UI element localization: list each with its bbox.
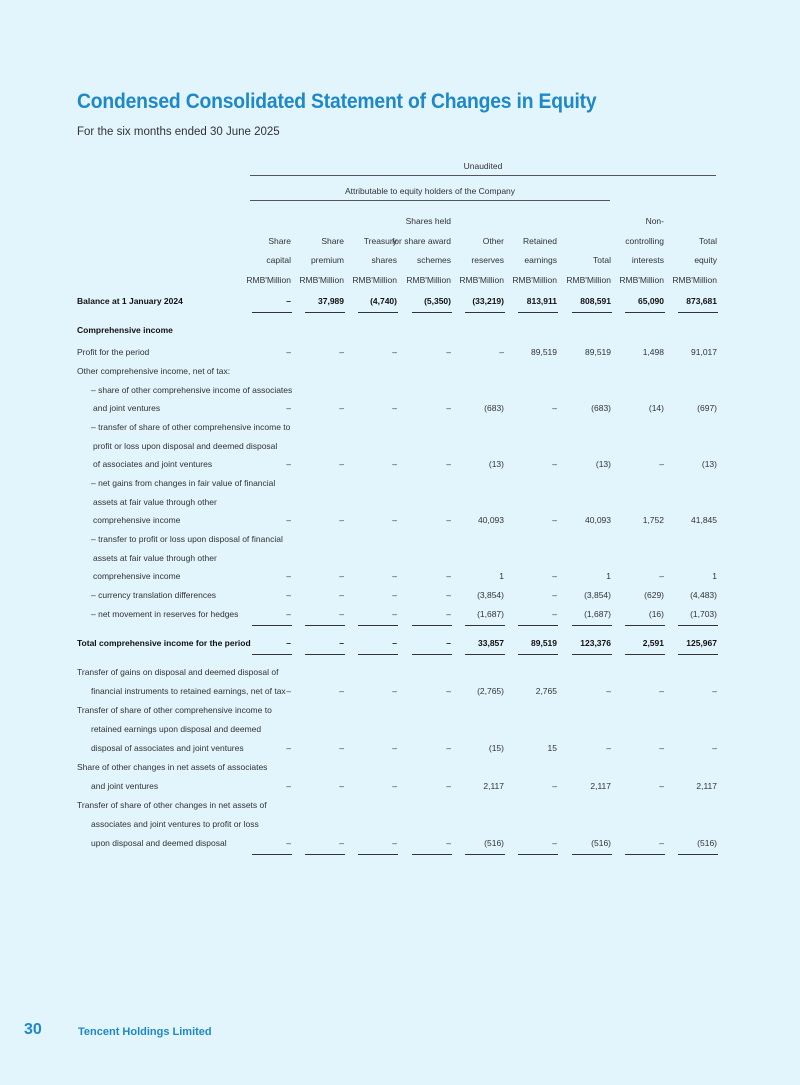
column-underline [518,312,558,313]
row-label: Other comprehensive income, net of tax: [77,366,231,376]
column-header-line: shares [371,255,397,265]
table-row [0,381,800,399]
row-label: assets at fair value through other [93,553,217,563]
column-underline [625,654,665,655]
column-underline [625,312,665,313]
table-row [0,437,800,455]
table-cell: 2,117 [590,781,611,791]
column-header-line: RMB'Million [672,274,717,285]
table-cell: – [339,743,344,753]
table-cell: – [446,838,451,848]
column-underline [678,654,718,655]
page-subtitle: For the six months ended 30 June 2025 [77,126,280,138]
row-label: Transfer of gains on disposal and deemed disposal of [77,667,279,677]
table-cell: – [286,571,291,581]
table-cell: 91,017 [691,347,717,357]
table-cell: – [659,743,664,753]
column-header-line: Other [482,235,504,246]
column-underline [358,854,398,855]
column-underline [252,625,292,626]
page-number: 30 [24,1021,42,1038]
column-header-line: Non- [645,216,664,226]
table-cell: – [339,459,344,469]
table-cell: – [286,296,291,306]
table-cell: (1,687) [477,609,504,619]
table-cell: – [552,403,557,413]
table-row [0,362,800,380]
table-cell: 1 [606,571,611,581]
column-header-line: Shares held [405,216,451,226]
table-cell: (629) [644,590,664,600]
table-cell: – [659,459,664,469]
row-label: Transfer of share of other changes in net assets of [77,800,267,810]
row-label: comprehensive income [93,515,181,525]
table-cell: – [392,590,397,600]
table-row [0,530,800,548]
table-cell: 37,989 [318,296,344,306]
column-header-line: RMB'Million [246,274,291,285]
column-header-line: reserves [471,255,504,265]
table-cell: – [446,459,451,469]
table-cell: (15) [488,743,504,753]
table-cell: – [446,515,451,525]
table-cell: 41,845 [691,515,717,525]
column-underline [412,854,452,855]
table-cell: – [392,781,397,791]
table-cell: 1 [712,571,717,581]
table-cell: (516) [484,838,504,848]
row-label: disposal of associates and joint ventures [91,743,244,753]
table-cell: 2,117 [696,781,717,791]
table-row [0,567,800,585]
column-underline [305,625,345,626]
table-cell: – [286,590,291,600]
table-cell: 125,967 [686,638,717,648]
table-row [0,586,800,604]
row-label: Profit for the period [77,347,150,357]
row-label: Total comprehensive income for the period [77,638,251,648]
company-name: Tencent Holdings Limited [78,1026,212,1038]
column-header-line: premium [310,255,344,265]
column-underline [572,625,612,626]
header-unaudited-rule [250,175,716,176]
column-underline [465,312,505,313]
table-cell: – [392,743,397,753]
table-cell: 40,093 [478,515,504,525]
row-label: Transfer of share of other comprehensive income to [77,705,272,715]
table-cell: (1,703) [690,609,717,619]
table-cell: – [446,403,451,413]
row-label: – net movement in reserves for hedges [91,609,239,619]
row-label: – transfer of share of other comprehensive income to [91,422,291,432]
table-cell: – [712,743,717,753]
table-cell: (4,483) [690,590,717,600]
table-cell: 1 [499,571,504,581]
table-cell: (13) [701,459,717,469]
column-header-line: RMB'Million [352,274,397,285]
row-label: and joint ventures [91,781,159,791]
table-cell: – [286,347,291,357]
table-cell: – [446,638,451,648]
table-cell: – [339,781,344,791]
table-cell: 1,498 [642,347,664,357]
column-underline [518,654,558,655]
table-cell: – [286,515,291,525]
table-cell: 89,519 [585,347,611,357]
row-label: financial instruments to retained earnings, net of tax [91,686,286,696]
table-cell: (683) [484,403,504,413]
table-cell: (13) [488,459,504,469]
column-header-line: RMB'Million [512,274,557,285]
table-cell: – [552,590,557,600]
column-underline [518,854,558,855]
column-underline [412,625,452,626]
column-underline [572,854,612,855]
column-underline [465,625,505,626]
table-cell: – [286,459,291,469]
table-cell: – [446,609,451,619]
table-cell: – [552,515,557,525]
table-cell: – [392,347,397,357]
table-cell: (2,765) [477,686,504,696]
table-row [0,834,800,852]
table-row [0,549,800,567]
table-cell: 33,857 [478,638,504,648]
table-row [0,739,800,757]
table-cell: (16) [648,609,664,619]
table-cell: – [339,515,344,525]
table-cell: – [659,686,664,696]
table-cell: – [286,838,291,848]
table-cell: – [392,609,397,619]
row-label: associates and joint ventures to profit or loss [91,819,259,829]
row-label: profit or loss upon disposal and deemed disposal [93,441,278,451]
row-label: – transfer to profit or loss upon disposal of financial [91,534,283,544]
row-label: – currency translation differences [91,590,217,600]
table-cell: – [286,781,291,791]
row-label: of associates and joint ventures [93,459,213,469]
column-underline [305,654,345,655]
row-label: retained earnings upon disposal and deemed [91,724,262,734]
table-row [0,720,800,738]
table-cell: 873,681 [686,296,717,306]
table-row [0,418,800,436]
column-underline [412,654,452,655]
table-cell: – [446,686,451,696]
table-cell: – [392,638,397,648]
column-header-line: Total [593,255,611,265]
table-cell: 2,117 [483,781,504,791]
table-cell: – [286,686,291,696]
table-cell: 89,519 [531,638,557,648]
table-cell: (33,219) [472,296,504,306]
table-cell: – [659,781,664,791]
table-row [0,701,800,719]
row-label: comprehensive income [93,571,181,581]
table-cell: (3,854) [584,590,611,600]
table-cell: – [552,609,557,619]
table-cell: – [552,571,557,581]
column-underline [252,854,292,855]
table-row [0,511,800,529]
header-attributable: Attributable to equity holders of the Company [344,186,516,196]
page-title: Condensed Consolidated Statement of Changes in Equity [77,90,597,113]
table-row [0,777,800,795]
table-cell: 2,591 [642,638,664,648]
column-header-line: Share [268,235,291,246]
table-row [0,292,800,310]
table-row [0,758,800,776]
header-attributable-rule [250,200,610,201]
row-label: upon disposal and deemed disposal [91,838,227,848]
column-header-line: Share [321,235,344,246]
column-header-line: Total [699,235,717,246]
table-cell: – [339,571,344,581]
column-underline [572,654,612,655]
table-row [0,815,800,833]
table-cell: – [392,515,397,525]
column-underline [518,625,558,626]
table-cell: 40,093 [585,515,611,525]
table-cell: – [392,571,397,581]
column-underline [678,854,718,855]
table-cell: – [446,347,451,357]
row-label: – net gains from changes in fair value of financial [91,478,276,488]
table-cell: 15 [547,743,557,753]
column-underline [625,625,665,626]
row-label: Balance at 1 January 2024 [77,296,183,306]
column-underline [252,312,292,313]
column-header-line: capital [266,255,291,265]
column-header-line: Retained [522,235,557,246]
table-cell: – [339,686,344,696]
table-cell: (516) [697,838,717,848]
table-cell: (516) [591,838,611,848]
column-header-line: RMB'Million [406,274,451,285]
table-row [0,682,800,700]
column-underline [305,312,345,313]
table-row [0,343,800,361]
table-cell: 89,519 [531,347,557,357]
column-header-line: schemes [416,255,451,265]
table-cell: – [392,838,397,848]
table-cell: – [286,609,291,619]
table-cell: 1,752 [642,515,664,525]
table-row [0,796,800,814]
table-cell: – [552,459,557,469]
table-row [0,455,800,473]
table-cell: – [446,743,451,753]
column-header-line: Treasury [363,235,397,246]
table-cell: – [712,686,717,696]
table-cell: – [659,838,664,848]
table-cell: – [286,743,291,753]
table-cell: – [392,686,397,696]
row-label: assets at fair value through other [93,497,217,507]
row-label: Comprehensive income [77,325,173,335]
table-cell: (683) [591,403,611,413]
column-underline [678,625,718,626]
table-cell: 65,090 [638,296,664,306]
column-underline [412,312,452,313]
table-row [0,474,800,492]
table-cell: (14) [648,403,664,413]
table-cell: – [446,781,451,791]
column-underline [465,854,505,855]
table-row [0,321,800,339]
table-cell: – [552,838,557,848]
table-row [0,605,800,623]
column-underline [358,312,398,313]
table-cell: – [339,403,344,413]
table-cell: 808,591 [580,296,611,306]
column-header-line: RMB'Million [566,274,611,285]
table-cell: – [392,403,397,413]
table-cell: – [339,638,344,648]
header-unaudited: Unaudited [463,161,503,171]
column-underline [252,654,292,655]
table-cell: – [552,781,557,791]
table-row [0,663,800,681]
table-row [0,634,800,652]
table-cell: – [392,459,397,469]
table-cell: (13) [595,459,611,469]
table-cell: 2,765 [535,686,557,696]
row-label: and joint ventures [93,403,161,413]
column-underline [625,854,665,855]
table-cell: – [286,403,291,413]
table-cell: (1,687) [584,609,611,619]
row-label: Share of other changes in net assets of associates [77,762,268,772]
column-underline [678,312,718,313]
table-cell: 813,911 [526,296,557,306]
column-header-line: for share award [391,235,451,246]
table-cell: – [659,571,664,581]
column-header-line: interests [631,255,664,265]
table-cell: (4,740) [370,296,397,306]
table-cell: (3,854) [477,590,504,600]
table-cell: (5,350) [424,296,451,306]
table-cell: – [339,347,344,357]
table-cell: – [286,638,291,648]
column-header-line: earnings [524,255,557,265]
column-underline [305,854,345,855]
table-cell: – [446,590,451,600]
table-row [0,399,800,417]
table-cell: – [606,686,611,696]
column-header-line: RMB'Million [619,274,664,285]
column-header-line: controlling [625,235,664,246]
table-cell: – [339,838,344,848]
column-underline [465,654,505,655]
table-cell: – [339,609,344,619]
column-header-line: equity [694,255,717,265]
column-underline [358,654,398,655]
table-cell: – [446,571,451,581]
row-label: – share of other comprehensive income of associates [91,385,293,395]
table-cell: 123,376 [580,638,611,648]
table-cell: – [499,347,504,357]
table-cell: (697) [697,403,717,413]
column-underline [358,625,398,626]
table-cell: – [606,743,611,753]
table-row [0,493,800,511]
column-header-line: RMB'Million [459,274,504,285]
table-cell: – [339,590,344,600]
column-underline [572,312,612,313]
column-header-line: RMB'Million [299,274,344,285]
